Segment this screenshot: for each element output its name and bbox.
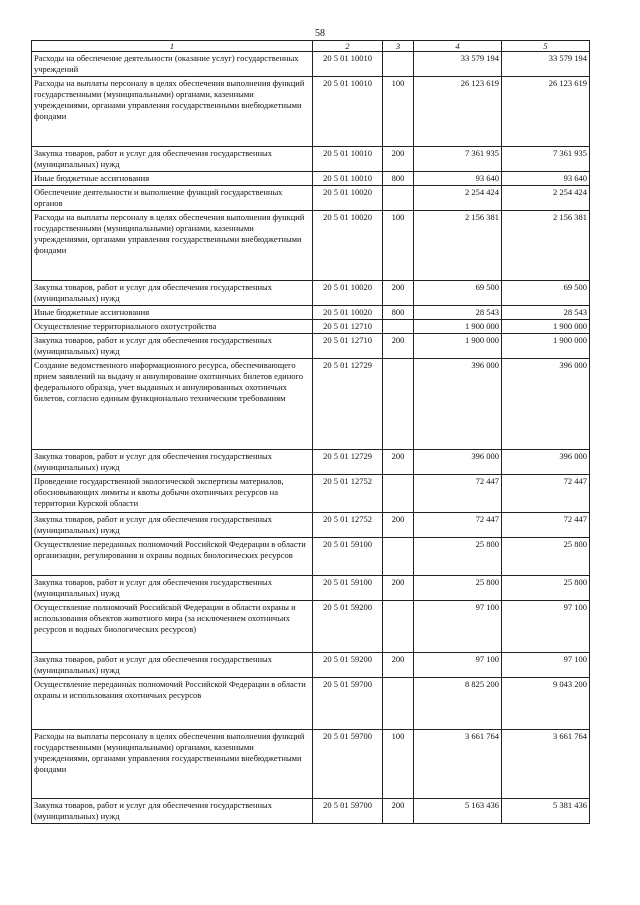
table-row [32, 334, 590, 359]
row-amount-year2-cell: 69 500 [502, 281, 590, 306]
row-code-cell: 20 5 01 10010 [313, 172, 383, 186]
row-expense-type-cell [383, 601, 414, 653]
row-code-cell: 20 5 01 10020 [313, 306, 383, 320]
row-amount-year2-cell: 9 043 200 [502, 678, 590, 730]
row-amount-year2-cell: 1 900 000 [502, 334, 590, 359]
table-row [32, 77, 590, 147]
row-expense-type-cell: 100 [383, 730, 414, 799]
row-amount-year1-cell: 97 100 [414, 653, 502, 678]
row-name-cell: Проведение государственной экологической экспертизы материалов, обосновывающих лимиты и квоты добычи охотничьих ресурсов на территории Курской области [32, 475, 313, 513]
row-name-cell: Расходы на выплаты персоналу в целях обеспечения выполнения функций государственными (муниципальными) органами, казенными учреждениями, органами управления государственными внебюджетными фондами [32, 77, 313, 147]
row-amount-year1-cell: 2 156 381 [414, 211, 502, 281]
row-expense-type-cell: 100 [383, 77, 414, 147]
row-code-cell: 20 5 01 10020 [313, 211, 383, 281]
row-code-cell: 20 5 01 12729 [313, 450, 383, 475]
row-expense-type-cell: 200 [383, 147, 414, 172]
row-amount-year1-cell: 3 661 764 [414, 730, 502, 799]
table-row [32, 147, 590, 172]
row-amount-year1-cell: 69 500 [414, 281, 502, 306]
row-amount-year2-cell: 97 100 [502, 653, 590, 678]
table-row [32, 678, 590, 730]
row-amount-year1-cell: 28 543 [414, 306, 502, 320]
row-amount-year1-cell: 396 000 [414, 359, 502, 450]
row-code-cell: 20 5 01 12752 [313, 513, 383, 538]
row-amount-year1-cell: 25 800 [414, 576, 502, 601]
row-code-cell: 20 5 01 12729 [313, 359, 383, 450]
row-amount-year1-cell: 2 254 424 [414, 186, 502, 211]
row-name-cell: Закупка товаров, работ и услуг для обеспечения государственных (муниципальных) нужд [32, 653, 313, 678]
row-code-cell: 20 5 01 59100 [313, 538, 383, 576]
row-amount-year1-cell: 8 825 200 [414, 678, 502, 730]
row-code-cell: 20 5 01 10010 [313, 52, 383, 77]
row-amount-year1-cell: 1 900 000 [414, 334, 502, 359]
table-row [32, 653, 590, 678]
row-code-cell: 20 5 01 59700 [313, 678, 383, 730]
row-amount-year2-cell: 3 661 764 [502, 730, 590, 799]
table-row [32, 601, 590, 653]
table-row [32, 359, 590, 450]
table-row [32, 450, 590, 475]
row-amount-year2-cell: 2 156 381 [502, 211, 590, 281]
row-code-cell: 20 5 01 59700 [313, 799, 383, 824]
row-name-cell: Закупка товаров, работ и услуг для обеспечения государственных (муниципальных) нужд [32, 147, 313, 172]
header-col-4: 4 [414, 41, 502, 52]
table-row [32, 513, 590, 538]
row-amount-year2-cell: 72 447 [502, 513, 590, 538]
row-name-cell: Осуществление переданных полномочий Российской Федерации в области охраны и использования охотничьих ресурсов [32, 678, 313, 730]
row-name-cell: Расходы на выплаты персоналу в целях обеспечения выполнения функций государственными (муниципальными) органами, казенными учреждениями, органами управления государственными внебюджетными фондами [32, 211, 313, 281]
row-amount-year1-cell: 7 361 935 [414, 147, 502, 172]
row-expense-type-cell: 100 [383, 211, 414, 281]
row-expense-type-cell [383, 678, 414, 730]
row-name-cell: Осуществление территориального охотустройства [32, 320, 313, 334]
row-amount-year2-cell: 5 381 436 [502, 799, 590, 824]
row-name-cell: Закупка товаров, работ и услуг для обеспечения государственных (муниципальных) нужд [32, 576, 313, 601]
header-col-3: 3 [383, 41, 414, 52]
row-amount-year1-cell: 396 000 [414, 450, 502, 475]
row-amount-year2-cell: 1 900 000 [502, 320, 590, 334]
table-row [32, 576, 590, 601]
table-body [32, 52, 590, 824]
row-expense-type-cell: 200 [383, 576, 414, 601]
table-row [32, 306, 590, 320]
row-expense-type-cell [383, 475, 414, 513]
table-row [32, 52, 590, 77]
row-expense-type-cell: 200 [383, 513, 414, 538]
row-name-cell: Закупка товаров, работ и услуг для обеспечения государственных (муниципальных) нужд [32, 799, 313, 824]
row-code-cell: 20 5 01 59100 [313, 576, 383, 601]
row-expense-type-cell: 200 [383, 653, 414, 678]
row-amount-year1-cell: 33 579 194 [414, 52, 502, 77]
row-name-cell: Закупка товаров, работ и услуг для обеспечения государственных (муниципальных) нужд [32, 513, 313, 538]
header-col-2: 2 [313, 41, 383, 52]
row-expense-type-cell: 200 [383, 450, 414, 475]
row-expense-type-cell [383, 320, 414, 334]
row-expense-type-cell: 800 [383, 306, 414, 320]
row-code-cell: 20 5 01 12710 [313, 320, 383, 334]
row-name-cell: Закупка товаров, работ и услуг для обеспечения государственных (муниципальных) нужд [32, 334, 313, 359]
row-amount-year1-cell: 93 640 [414, 172, 502, 186]
row-name-cell: Осуществление переданных полномочий Российской Федерации в области организации, регулирования и охраны водных биологических ресурсов [32, 538, 313, 576]
row-name-cell: Закупка товаров, работ и услуг для обеспечения государственных (муниципальных) нужд [32, 281, 313, 306]
row-name-cell: Закупка товаров, работ и услуг для обеспечения государственных (муниципальных) нужд [32, 450, 313, 475]
row-amount-year2-cell: 25 800 [502, 538, 590, 576]
row-name-cell: Расходы на обеспечение деятельности (оказание услуг) государственных учреждений [32, 52, 313, 77]
header-col-1: 1 [32, 41, 313, 52]
row-amount-year2-cell: 2 254 424 [502, 186, 590, 211]
row-amount-year2-cell: 72 447 [502, 475, 590, 513]
row-expense-type-cell: 200 [383, 799, 414, 824]
row-name-cell: Иные бюджетные ассигнования [32, 306, 313, 320]
row-name-cell: Создание ведомственного информационного ресурса, обеспечивающего прием заявлений на выдачу и аннулирование охотничьих билетов единого федерального образца, учет выданных и аннулированных охотничьих билетов, согласно единым функционально техническим требованиям [32, 359, 313, 450]
table-row [32, 730, 590, 799]
row-code-cell: 20 5 01 59700 [313, 730, 383, 799]
row-amount-year2-cell: 396 000 [502, 359, 590, 450]
row-expense-type-cell [383, 186, 414, 211]
row-amount-year1-cell: 1 900 000 [414, 320, 502, 334]
row-expense-type-cell [383, 538, 414, 576]
row-code-cell: 20 5 01 10020 [313, 186, 383, 211]
row-code-cell: 20 5 01 10010 [313, 77, 383, 147]
row-code-cell: 20 5 01 59200 [313, 601, 383, 653]
header-col-5: 5 [502, 41, 590, 52]
budget-table [31, 40, 590, 824]
row-amount-year2-cell: 25 800 [502, 576, 590, 601]
row-name-cell: Расходы на выплаты персоналу в целях обеспечения выполнения функций государственными (муниципальными) органами, казенными учреждениями, органами управления государственными внебюджетными фондами [32, 730, 313, 799]
table-header-row [32, 41, 590, 52]
table-row [32, 211, 590, 281]
row-amount-year2-cell: 396 000 [502, 450, 590, 475]
table-row [32, 320, 590, 334]
page-number: 58 [315, 28, 325, 39]
row-amount-year1-cell: 72 447 [414, 475, 502, 513]
row-amount-year1-cell: 25 800 [414, 538, 502, 576]
table-row [32, 281, 590, 306]
row-expense-type-cell: 200 [383, 281, 414, 306]
row-name-cell: Обеспечение деятельности и выполнение функций государственных органов [32, 186, 313, 211]
table-row [32, 186, 590, 211]
row-code-cell: 20 5 01 10010 [313, 147, 383, 172]
table-row [32, 538, 590, 576]
row-code-cell: 20 5 01 12710 [313, 334, 383, 359]
row-amount-year1-cell: 72 447 [414, 513, 502, 538]
row-amount-year2-cell: 7 361 935 [502, 147, 590, 172]
row-code-cell: 20 5 01 59200 [313, 653, 383, 678]
row-amount-year2-cell: 33 579 194 [502, 52, 590, 77]
row-amount-year2-cell: 28 543 [502, 306, 590, 320]
row-code-cell: 20 5 01 12752 [313, 475, 383, 513]
row-expense-type-cell [383, 359, 414, 450]
row-expense-type-cell [383, 52, 414, 77]
row-amount-year1-cell: 5 163 436 [414, 799, 502, 824]
row-amount-year1-cell: 26 123 619 [414, 77, 502, 147]
row-amount-year2-cell: 93 640 [502, 172, 590, 186]
row-name-cell: Иные бюджетные ассигнования [32, 172, 313, 186]
row-amount-year1-cell: 97 100 [414, 601, 502, 653]
row-code-cell: 20 5 01 10020 [313, 281, 383, 306]
table-row [32, 172, 590, 186]
row-expense-type-cell: 200 [383, 334, 414, 359]
row-name-cell: Осуществление полномочий Российской Федерации в области охраны и использования объектов животного мира (за исключением охотничьих ресурсов и водных биологических ресурсов) [32, 601, 313, 653]
table-row [32, 475, 590, 513]
row-amount-year2-cell: 26 123 619 [502, 77, 590, 147]
table-row [32, 799, 590, 824]
row-amount-year2-cell: 97 100 [502, 601, 590, 653]
row-expense-type-cell: 800 [383, 172, 414, 186]
